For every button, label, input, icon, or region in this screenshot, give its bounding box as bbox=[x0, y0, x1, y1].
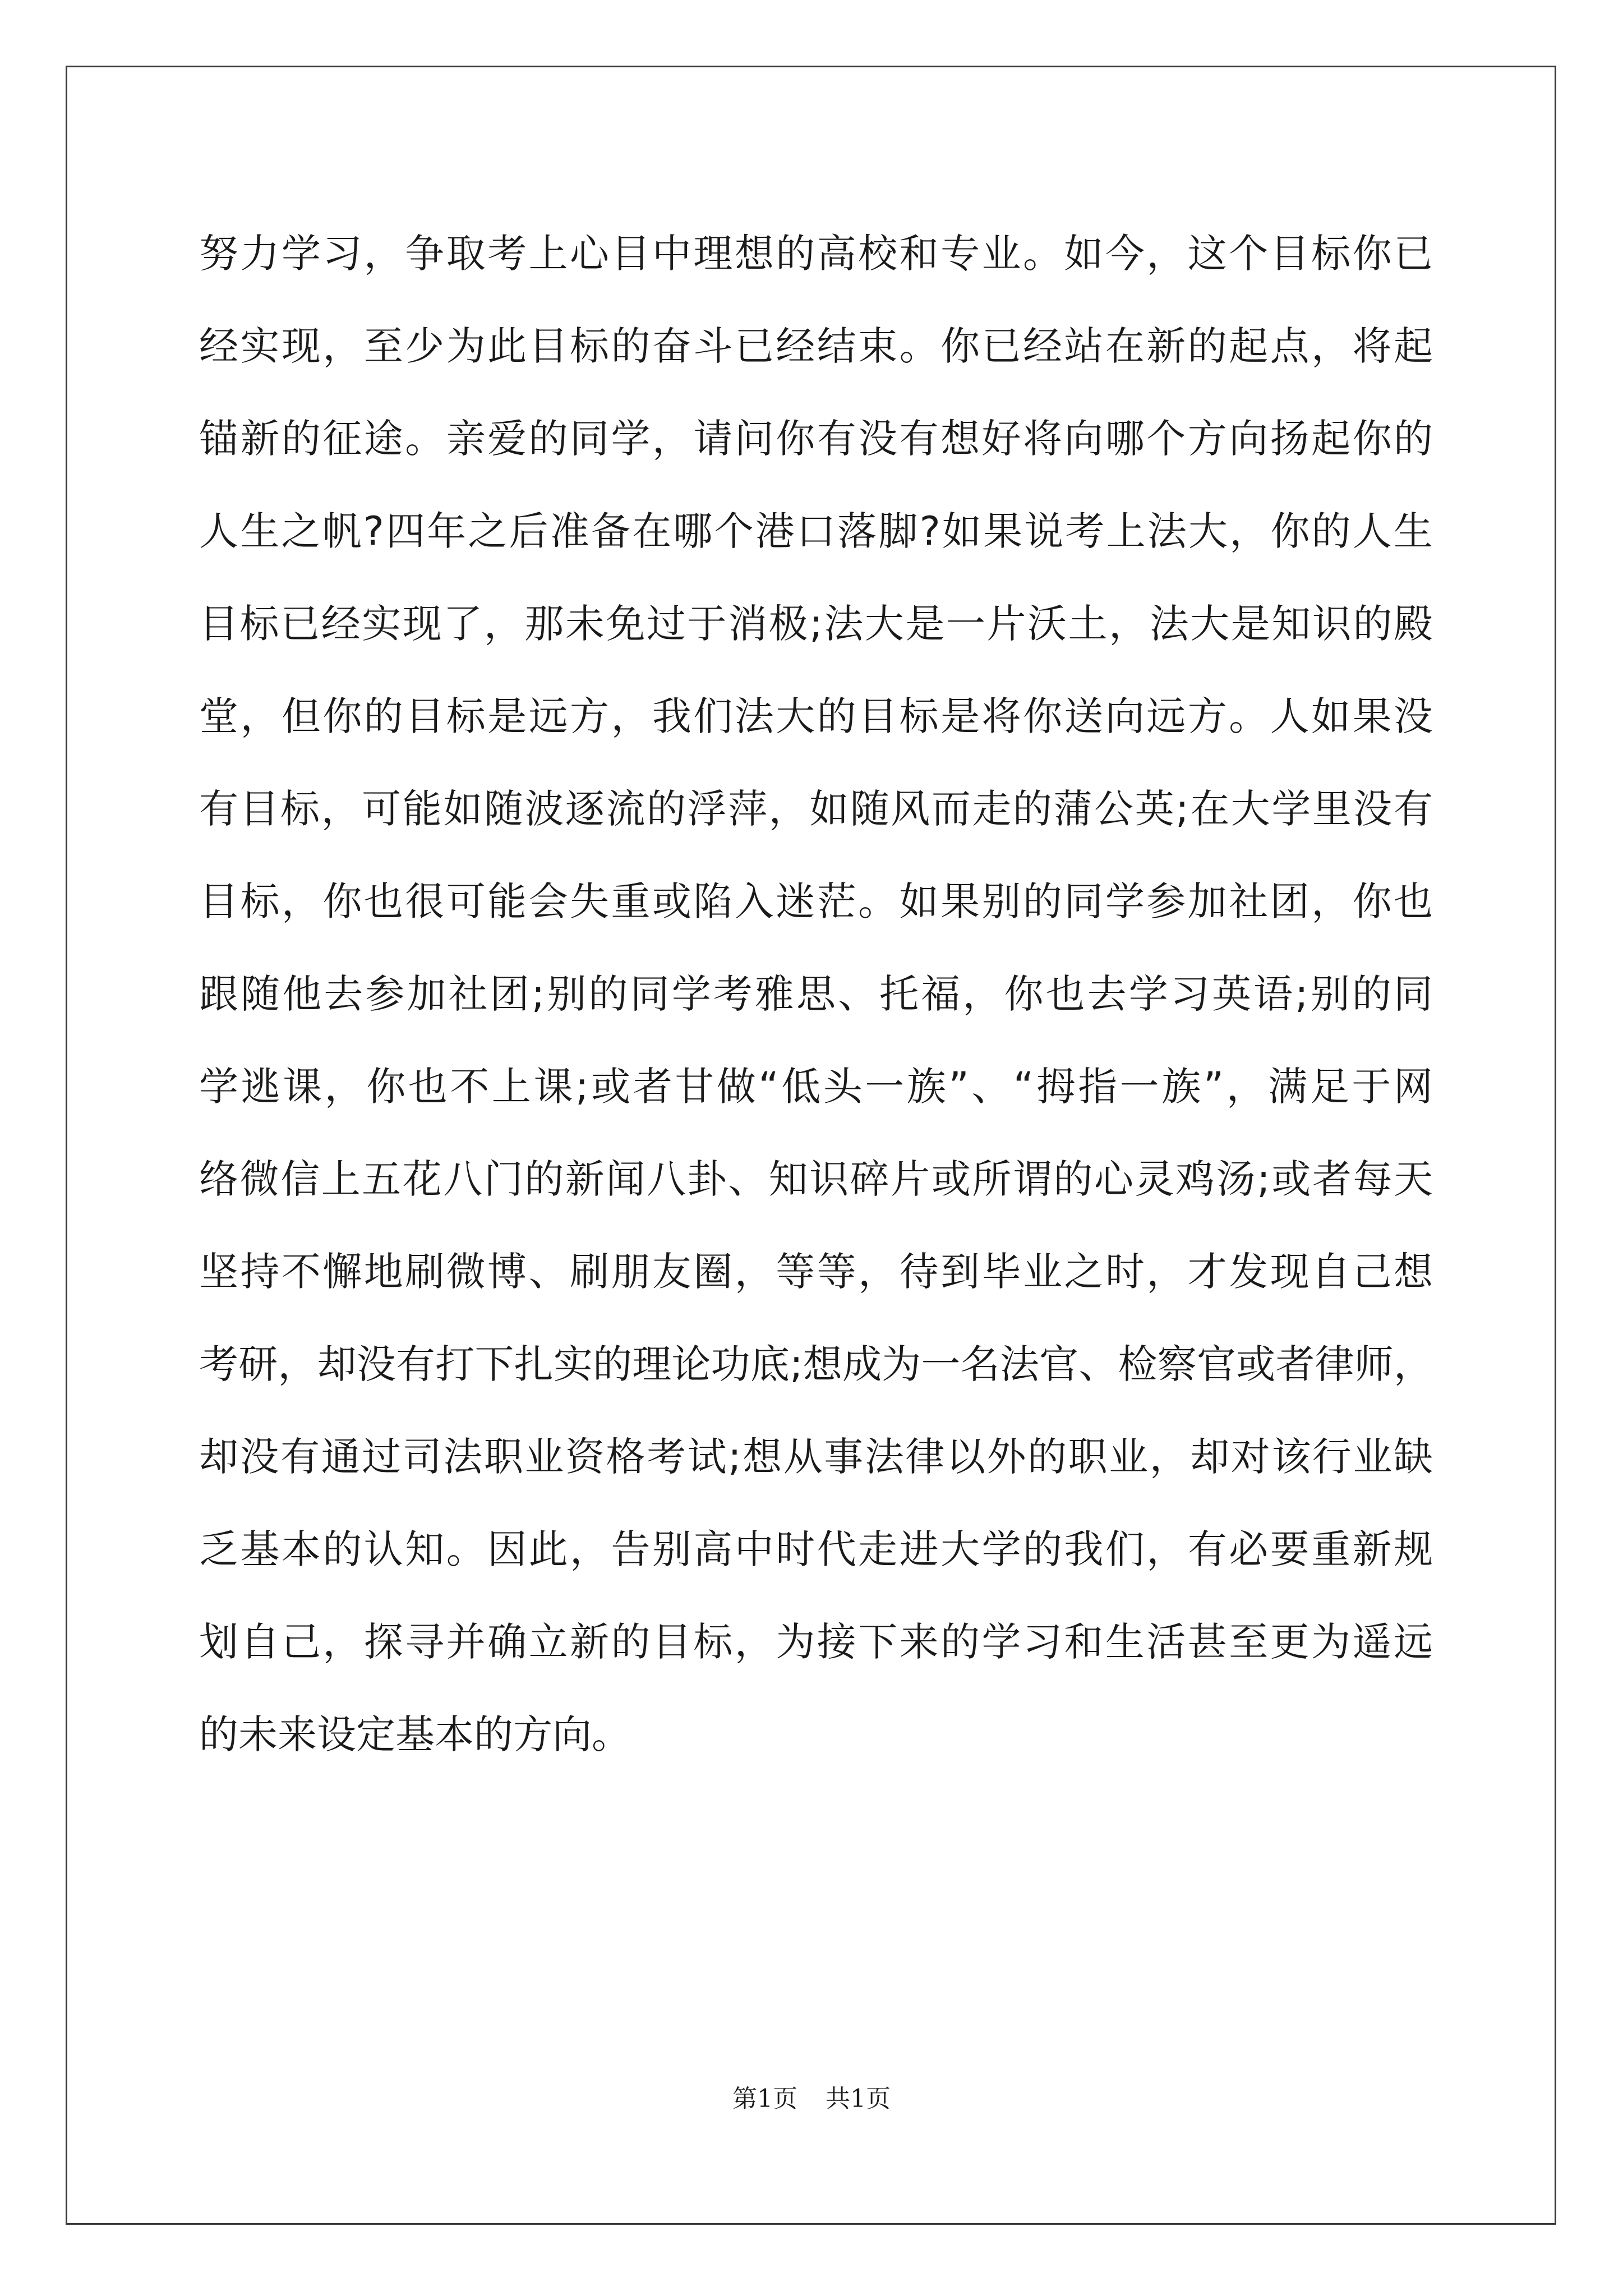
document-body bbox=[199, 208, 1433, 1781]
page-footer bbox=[0, 2078, 1623, 2114]
text-line: 却没有通过司法职业资格考试;想从事法律以外的职业，却对该行业缺 bbox=[199, 1434, 1433, 1480]
text-line: 坚持不懈地刷微博、刷朋友圈，等等，待到毕业之时，才发现自己想 bbox=[199, 1249, 1433, 1295]
text-line: 络微信上五花八门的新闻八卦、知识碎片或所谓的心灵鸡汤;或者每天 bbox=[199, 1156, 1433, 1202]
text-line: 学逃课，你也不上课;或者甘做“低头一族”、“拇指一族”，满足于网 bbox=[199, 1064, 1433, 1110]
text-line: 有目标，可能如随波逐流的浮萍，如随风而走的蒲公英;在大学里没有 bbox=[199, 786, 1433, 832]
text-line: 堂，但你的目标是远方，我们法大的目标是将你送向远方。人如果没 bbox=[199, 693, 1433, 739]
text-line: 目标已经实现了，那未免过于消极;法大是一片沃土，法大是知识的殿 bbox=[199, 601, 1433, 647]
text-line: 锚新的征途。亲爱的同学，请问你有没有想好将向哪个方向扬起你的 bbox=[199, 416, 1433, 462]
text-line: 人生之帆?四年之后准备在哪个港口落脚?如果说考上法大，你的人生 bbox=[199, 508, 1433, 554]
text-line: 乏基本的认知。因此，告别高中时代走进大学的我们，有必要重新规 bbox=[199, 1526, 1433, 1572]
page-total: 共1页 bbox=[826, 2085, 891, 2113]
text-line: 努力学习，争取考上心目中理想的高校和专业。如今，这个目标你已 bbox=[199, 231, 1433, 277]
page-number: 第1页 bbox=[732, 2085, 797, 2113]
text-line: 经实现，至少为此目标的奋斗已经结束。你已经站在新的起点，将起 bbox=[199, 323, 1433, 369]
text-line: 划自己，探寻并确立新的目标，为接下来的学习和生活甚至更为遥远 bbox=[199, 1619, 1433, 1665]
text-line: 的未来设定基本的方向。 bbox=[199, 1711, 631, 1757]
text-line: 目标，你也很可能会失重或陷入迷茫。如果别的同学参加社团，你也 bbox=[199, 878, 1433, 924]
text-line: 考研，却没有打下扎实的理论功底;想成为一名法官、检察官或者律师， bbox=[199, 1341, 1433, 1387]
text-line: 跟随他去参加社团;别的同学考雅思、托福，你也去学习英语;别的同 bbox=[199, 971, 1433, 1017]
